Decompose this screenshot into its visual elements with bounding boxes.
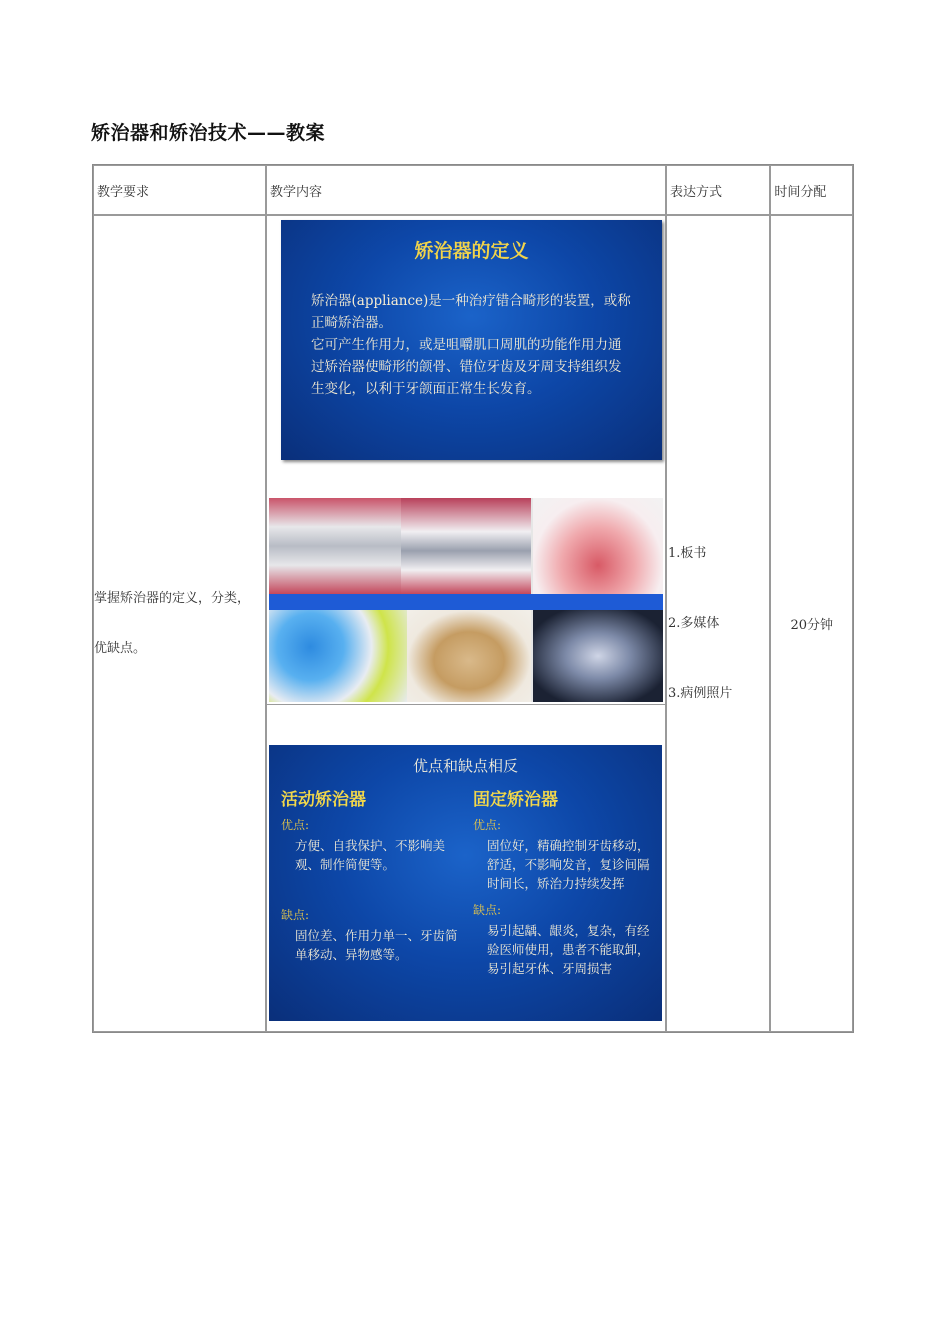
- table-header-row: [93, 165, 853, 215]
- pros-text: 固位好，精确控制牙齿移动，舒适，不影响发音，复诊间隔时间长，矫治力持续发挥: [487, 838, 650, 891]
- removable-column: [281, 785, 461, 964]
- fixed-column: [473, 785, 659, 978]
- pros-label: 优点:: [281, 818, 310, 832]
- time-cell: 20分钟: [770, 215, 853, 1032]
- cons-text: 固位差、作用力单一、牙齿简单移动、异物感等。: [295, 928, 458, 962]
- braces-photo: [401, 498, 531, 594]
- photo-divider-band: [269, 594, 663, 610]
- method-item: 1.板书: [668, 545, 707, 561]
- requirement-line: 掌握矫治器的定义，分类，: [94, 590, 251, 606]
- slide-paragraph: 矫治器(appliance)是一种治疗错合畸形的装置，或称正畸矫治器。: [311, 293, 631, 331]
- retainer-photo: [407, 610, 531, 702]
- removable-appliance-photo: [269, 610, 407, 702]
- slide-definition: [281, 220, 662, 460]
- content-divider: [267, 704, 665, 705]
- appliance-photo-collage: [269, 498, 663, 702]
- column-heading: 固定矫治器: [473, 790, 559, 810]
- cons-label: 缺点:: [473, 903, 502, 917]
- page-title: 矫治器和矫治技术——教案: [91, 122, 326, 144]
- requirement-cell: [93, 215, 266, 1032]
- braces-photo: [269, 498, 401, 594]
- header-method: 表达方式: [666, 165, 770, 215]
- requirement-line: 优缺点。: [94, 640, 147, 656]
- slide-title: 矫治器的定义: [414, 240, 529, 262]
- column-heading: 活动矫治器: [281, 790, 367, 810]
- slide-title: 优点和缺点相反: [413, 757, 519, 775]
- method-cell: [666, 215, 770, 1032]
- table-row: [93, 215, 853, 1032]
- header-requirement: 教学要求: [93, 165, 266, 215]
- method-item: 3.病例照片: [668, 685, 733, 701]
- clear-aligner-photo: [533, 610, 663, 702]
- method-item: 2.多媒体: [668, 615, 720, 631]
- slide-body: [311, 290, 634, 400]
- slide-paragraph: 它可产生作用力，或是咀嚼肌口周肌的功能作用力通过矫治器使畸形的颌骨、错位牙齿及牙周支持组织发生变化，以利于牙颌面正常生长发育。: [311, 337, 622, 397]
- cons-label: 缺点:: [281, 908, 310, 922]
- header-content: 教学内容: [266, 165, 666, 215]
- header-time: 时间分配: [770, 165, 853, 215]
- slide-pros-cons: [269, 745, 662, 1021]
- pros-label: 优点:: [473, 818, 502, 832]
- content-cell: [266, 215, 666, 1032]
- cons-text: 易引起龋、龈炎，复杂，有经验医师使用，患者不能取卸，易引起牙体、牙周损害: [487, 923, 650, 976]
- pros-text: 方便、自我保护、不影响美观、制作简便等。: [295, 838, 446, 872]
- lingual-braces-photo: [533, 498, 663, 594]
- lesson-plan-table: [92, 164, 854, 1033]
